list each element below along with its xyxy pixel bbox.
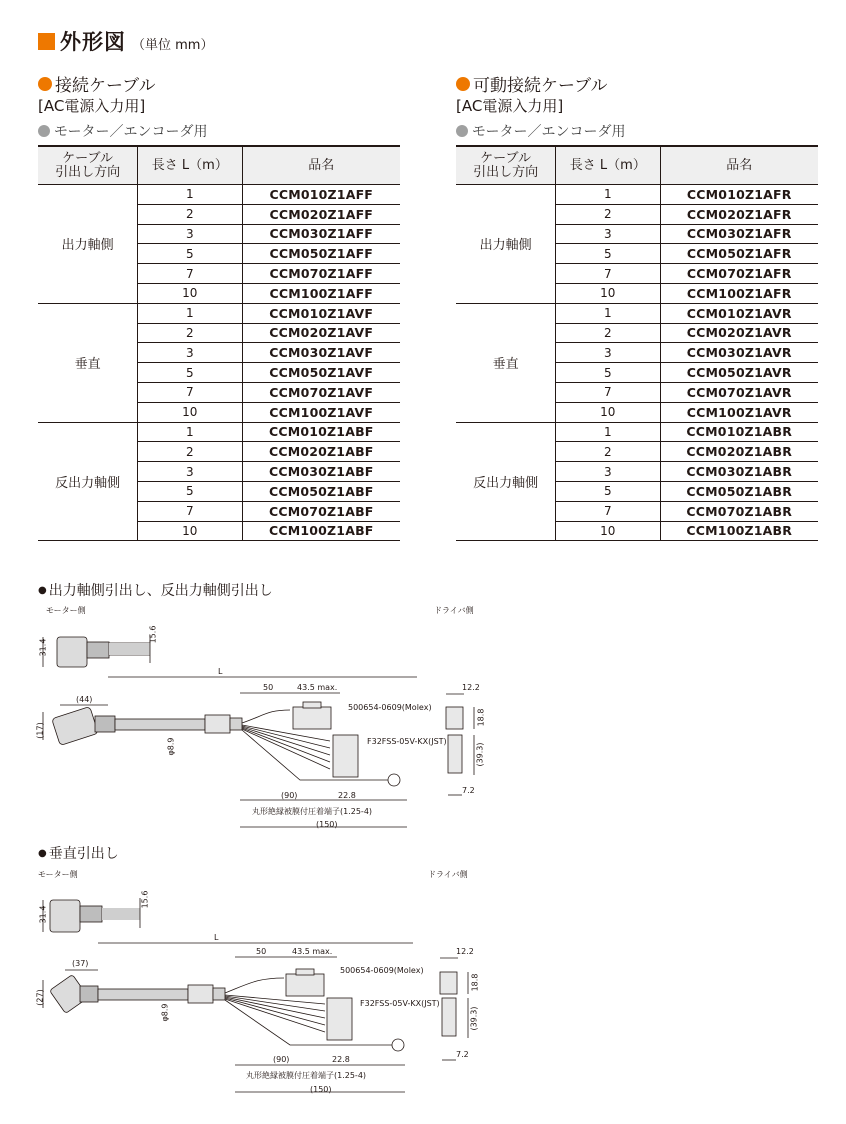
part-number-cell: CCM030Z1AVR [660, 343, 818, 363]
part-number-cell: CCM100Z1AVR [660, 402, 818, 422]
part-number-cell: CCM020Z1ABF [242, 442, 400, 462]
length-cell: 2 [556, 323, 660, 343]
right-subheading: [AC電源入力用] [456, 97, 564, 115]
right-heading: 可動接続ケーブル [456, 71, 607, 96]
orange-dot-icon [38, 77, 52, 91]
part-number-cell: CCM100Z1ABR [660, 521, 818, 541]
length-cell: 3 [138, 462, 242, 482]
part-number-cell: CCM070Z1AFF [242, 264, 400, 284]
title-main: 外形図 [60, 30, 126, 54]
motor-connector-top-shape [50, 900, 80, 932]
left-usage: モーター／エンコーダ用 [38, 121, 207, 141]
direction-cell: 垂直 [456, 303, 556, 422]
direction-cell: 垂直 [38, 303, 138, 422]
motor-connector-shape [52, 707, 99, 746]
length-cell: 7 [556, 501, 660, 521]
table-row [456, 303, 818, 323]
table-header: 品名 [242, 146, 400, 185]
diagram2-heading: ● 垂直引出し [38, 846, 119, 862]
part-number-cell: CCM020Z1AFR [660, 204, 818, 224]
jst-connector-shape [327, 998, 352, 1040]
length-cell: 7 [556, 264, 660, 284]
length-cell: 2 [138, 323, 242, 343]
length-cell: 5 [556, 363, 660, 383]
length-cell: 2 [556, 204, 660, 224]
table-row [38, 303, 400, 323]
length-cell: 3 [556, 224, 660, 244]
table-header: 長さ L（m） [556, 146, 660, 185]
length-cell: 1 [556, 422, 660, 442]
length-cell: 10 [138, 402, 242, 422]
length-cell: 2 [556, 442, 660, 462]
length-cell: 3 [138, 343, 242, 363]
part-number-cell: CCM050Z1AVR [660, 363, 818, 383]
length-cell: 2 [138, 442, 242, 462]
ring-terminal-shape [388, 774, 400, 786]
part-number-cell: CCM010Z1AVR [660, 303, 818, 323]
length-cell: 10 [138, 283, 242, 303]
part-number-cell: CCM010Z1AFR [660, 185, 818, 205]
length-cell: 7 [138, 501, 242, 521]
length-cell: 3 [556, 343, 660, 363]
table-row [456, 422, 818, 442]
length-cell: 3 [138, 224, 242, 244]
part-number-cell: CCM010Z1ABR [660, 422, 818, 442]
length-cell: 1 [556, 303, 660, 323]
part-number-cell: CCM100Z1AFR [660, 283, 818, 303]
length-cell: 10 [138, 521, 242, 541]
diagram1-driver-side: ドライバ側 [434, 606, 474, 615]
page-title [38, 28, 213, 54]
gray-dot-icon [456, 125, 468, 137]
direction-cell: 出力軸側 [38, 185, 138, 304]
part-number-cell: CCM050Z1AFR [660, 244, 818, 264]
length-cell: 7 [138, 382, 242, 402]
length-cell: 1 [556, 185, 660, 205]
part-number-cell: CCM100Z1ABF [242, 521, 400, 541]
length-cell: 5 [556, 481, 660, 501]
direction-cell: 反出力軸側 [456, 422, 556, 541]
part-number-cell: CCM020Z1AVR [660, 323, 818, 343]
left-heading: 接続ケーブル [38, 71, 155, 96]
molex-connector-shape [286, 974, 324, 996]
part-number-cell: CCM100Z1AVF [242, 402, 400, 422]
part-number-cell: CCM030Z1ABF [242, 462, 400, 482]
length-cell: 5 [138, 481, 242, 501]
jst-connector-shape [333, 735, 358, 777]
part-number-cell: CCM100Z1AFF [242, 283, 400, 303]
part-number-cell: CCM020Z1ABR [660, 442, 818, 462]
cable-table-left [38, 145, 400, 541]
part-number-cell: CCM070Z1ABR [660, 501, 818, 521]
diagram1-heading: ● 出力軸側引出し、反出力軸側引出し [38, 583, 273, 599]
length-cell: 5 [556, 244, 660, 264]
table-row [38, 185, 400, 205]
length-cell: 1 [138, 303, 242, 323]
gray-dot-icon [38, 125, 50, 137]
title-unit: （単位 mm） [132, 38, 214, 53]
part-number-cell: CCM020Z1AFF [242, 204, 400, 224]
cable-table-right [456, 145, 818, 541]
part-number-cell: CCM050Z1ABF [242, 481, 400, 501]
ring-terminal-shape [392, 1039, 404, 1051]
length-cell: 5 [138, 244, 242, 264]
part-number-cell: CCM070Z1AFR [660, 264, 818, 284]
diagram2-driver-side: ドライバ側 [428, 870, 468, 879]
length-cell: 7 [556, 382, 660, 402]
part-number-cell: CCM030Z1AFF [242, 224, 400, 244]
direction-cell: 出力軸側 [456, 185, 556, 304]
part-number-cell: CCM020Z1AVF [242, 323, 400, 343]
direction-cell: 反出力軸側 [38, 422, 138, 541]
length-cell: 10 [556, 402, 660, 422]
diagram1-drawing [0, 615, 520, 835]
diagram2-motor-side: モーター側 [38, 870, 78, 879]
length-cell: 10 [556, 521, 660, 541]
title-square-icon [38, 33, 55, 50]
length-cell: 2 [138, 204, 242, 224]
part-number-cell: CCM010Z1ABF [242, 422, 400, 442]
molex-connector-shape [293, 707, 331, 729]
part-number-cell: CCM070Z1AVR [660, 382, 818, 402]
part-number-cell: CCM030Z1ABR [660, 462, 818, 482]
part-number-cell: CCM070Z1ABF [242, 501, 400, 521]
length-cell: 10 [556, 283, 660, 303]
motor-connector-top-shape [57, 637, 87, 667]
table-header: ケーブル 引出し方向 [456, 146, 556, 185]
part-number-cell: CCM070Z1AVF [242, 382, 400, 402]
part-number-cell: CCM030Z1AFR [660, 224, 818, 244]
table-row [456, 185, 818, 205]
diagram2-drawing [0, 880, 520, 1100]
part-number-cell: CCM050Z1AFF [242, 244, 400, 264]
orange-dot-icon [456, 77, 470, 91]
table-header: ケーブル 引出し方向 [38, 146, 138, 185]
part-number-cell: CCM050Z1ABR [660, 481, 818, 501]
table-row [38, 422, 400, 442]
part-number-cell: CCM010Z1AVF [242, 303, 400, 323]
length-cell: 5 [138, 363, 242, 383]
table-header: 長さ L（m） [138, 146, 242, 185]
right-usage: モーター／エンコーダ用 [456, 121, 625, 141]
length-cell: 3 [556, 462, 660, 482]
diagram1-motor-side: モーター側 [46, 606, 86, 615]
length-cell: 1 [138, 422, 242, 442]
part-number-cell: CCM030Z1AVF [242, 343, 400, 363]
part-number-cell: CCM010Z1AFF [242, 185, 400, 205]
length-cell: 1 [138, 185, 242, 205]
part-number-cell: CCM050Z1AVF [242, 363, 400, 383]
left-subheading: [AC電源入力用] [38, 97, 146, 115]
table-header: 品名 [660, 146, 818, 185]
length-cell: 7 [138, 264, 242, 284]
